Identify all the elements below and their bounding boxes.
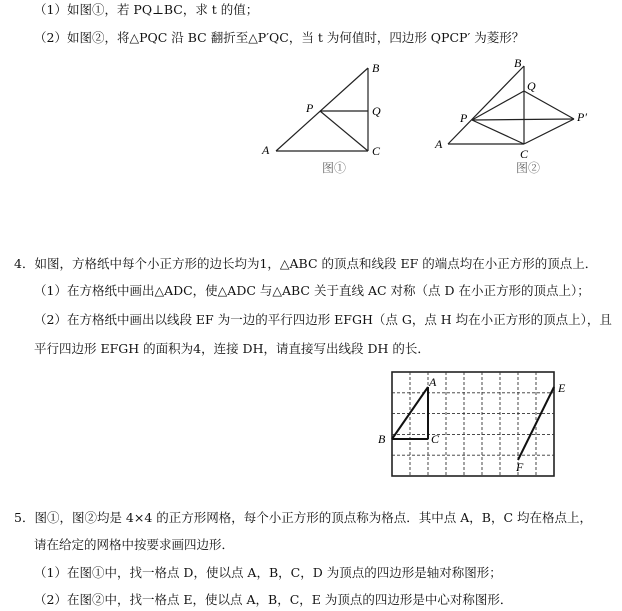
fig1-label-a: A xyxy=(262,143,270,157)
fig1-label-q: Q xyxy=(372,104,381,118)
fig2-label-p-prime: P′ xyxy=(577,110,587,124)
fig2-label-a: A xyxy=(435,137,443,151)
q5-part2: （2）在图②中，找一格点 E，使以点 A，B，C，E 为顶点的四边形是中心对称图形． xyxy=(34,592,513,607)
grid-label-a: A xyxy=(429,375,437,389)
segment-qp-prime xyxy=(524,91,574,119)
fig1-label-c: C xyxy=(372,144,381,158)
segment-pq xyxy=(472,91,524,120)
segment-p-p-prime xyxy=(472,119,574,120)
q3-part2: （2）如图②，将△PQC 沿 BC 翻折至△P′QC，当 t 为何值时，四边形 QPCP′ 为菱形？ xyxy=(34,30,525,45)
grid-label-e: E xyxy=(558,381,566,395)
q5-part1: （1）在图①中，找一格点 D，使以点 A，B，C，D 为顶点的四边形是轴对称图形； xyxy=(34,565,502,580)
q4-part2-line2: 平行四边形 EFGH 的面积为4，连接 DH，请直接写出线段 DH 的长． xyxy=(34,341,430,356)
grid-label-b: B xyxy=(378,432,386,446)
fig2-label-p: P xyxy=(460,111,468,125)
fig2-label-c: C xyxy=(520,147,529,161)
grid-border xyxy=(392,372,554,476)
q5-stem-line2: 请在给定的网格中按要求画四边形． xyxy=(34,537,235,552)
segment-ab xyxy=(276,68,368,151)
figure-1 xyxy=(258,58,388,178)
grid-lines xyxy=(392,372,554,476)
q4-stem: 4．如图，方格纸中每个小正方形的边长均为1，△ABC 的顶点和线段 EF 的端点均在小正方形的顶点上． xyxy=(14,256,598,271)
grid-label-c: C xyxy=(431,432,440,446)
fig2-label-q: Q xyxy=(527,79,536,93)
figure-2 xyxy=(430,54,587,178)
fig1-label-b: B xyxy=(372,61,380,75)
fig2-caption: 图② xyxy=(516,161,541,175)
q4-grid-figure xyxy=(376,368,576,484)
q4-part2-line1: （2）在方格纸中画出以线段 EF 为一边的平行四边形 EFGH（点 G，点 H 均在小正方形的顶点上），且 xyxy=(34,312,612,327)
grid-label-f: F xyxy=(516,460,524,474)
q5-stem-line1: 5．图①，图②均是 4×4 的正方形网格，每个小正方形的顶点称为格点．其中点 A，B，C 均在格点上， xyxy=(14,510,593,525)
segment-pc xyxy=(472,120,524,144)
q4-part1: （1）在方格纸中画出△ADC，使△ADC 与△ABC 关于直线 AC 对称（点 D 在小正方形的顶点上）； xyxy=(34,283,590,298)
segment-pc xyxy=(320,111,368,151)
q3-part1: （1）如图①，若 PQ⊥BC，求 t 的值； xyxy=(34,2,259,17)
segment-ab xyxy=(448,66,524,144)
fig2-label-b: B xyxy=(514,56,522,70)
fig1-caption: 图① xyxy=(322,161,347,175)
segment-cp-prime xyxy=(524,119,574,144)
fig1-label-p: P xyxy=(306,101,314,115)
